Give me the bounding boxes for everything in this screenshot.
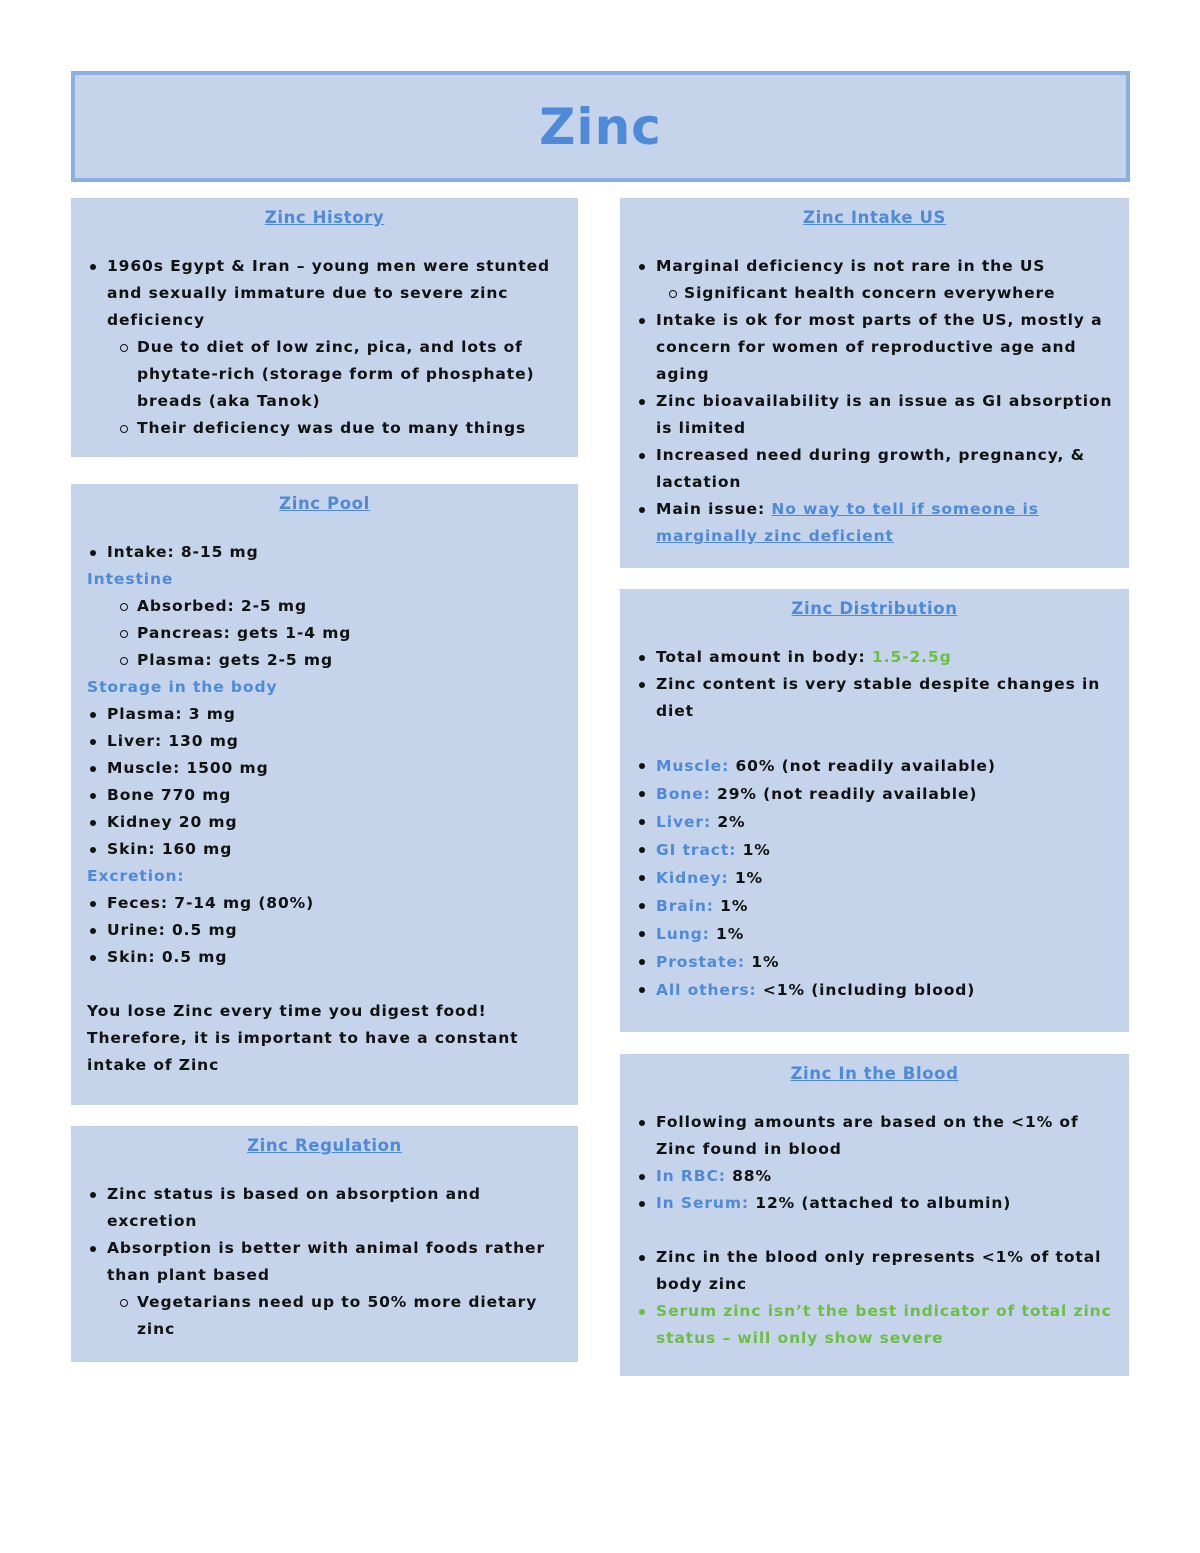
list-item: Their deficiency was due to many things: [87, 415, 562, 442]
page-title: Zinc: [539, 97, 662, 156]
list-item: 1960s Egypt & Iran – young men were stunted and sexually immature due to severe zinc deficiency: [87, 253, 562, 334]
list-item: [636, 1163, 1113, 1190]
spacer: [636, 1217, 1113, 1244]
zinc-intake-us-card: [620, 198, 1129, 568]
organ-value: 60% (not readily available): [729, 757, 996, 775]
zinc-distribution-list: [636, 644, 1113, 725]
excretion-list: [87, 890, 562, 971]
list-item: [636, 644, 1113, 671]
list-item: [636, 780, 1113, 808]
serum-label: In Serum:: [656, 1194, 750, 1212]
list-item: Plasma: gets 2-5 mg: [87, 647, 562, 674]
list-item: Absorption is better with animal foods rather than plant based: [87, 1235, 562, 1289]
list-item: Muscle: 1500 mg: [87, 755, 562, 782]
zinc-regulation-card: [71, 1126, 578, 1362]
organ-value: 1%: [744, 953, 780, 971]
organ-value: 1%: [728, 869, 763, 887]
organ-label: Prostate:: [656, 953, 745, 971]
organ-value: 1%: [736, 841, 771, 859]
title-banner: [71, 71, 1130, 182]
list-item: Marginal deficiency is not rare in the US: [636, 253, 1113, 280]
list-item: Kidney 20 mg: [87, 809, 562, 836]
list-item: Serum zinc isn’t the best indicator of total zinc status – will only show severe: [636, 1298, 1113, 1352]
zinc-regulation-list: [87, 1181, 562, 1343]
list-item: [636, 752, 1113, 780]
rbc-label: In RBC:: [656, 1167, 726, 1185]
organ-value: <1% (including blood): [756, 981, 976, 999]
list-item: Following amounts are based on the <1% of Zinc found in blood: [636, 1109, 1113, 1163]
list-item: [636, 836, 1113, 864]
zinc-blood-list: [636, 1109, 1113, 1217]
distribution-items: [636, 752, 1113, 1004]
zinc-blood-card: [620, 1054, 1129, 1376]
intestine-label: Intestine: [87, 570, 174, 588]
total-amount-prefix: Total amount in body:: [656, 648, 872, 666]
organ-value: 2%: [711, 813, 746, 831]
organ-value: 29% (not readily available): [710, 785, 978, 803]
organ-label: Lung:: [656, 925, 710, 943]
excretion-label: Excretion:: [87, 867, 185, 885]
organ-value: 1%: [709, 925, 745, 943]
list-item: Bone 770 mg: [87, 782, 562, 809]
organ-value: 1%: [713, 897, 749, 915]
zinc-pool-heading: Zinc Pool: [279, 494, 370, 513]
zinc-distribution-heading: Zinc Distribution: [791, 599, 958, 618]
organ-label: Bone:: [656, 785, 711, 803]
list-item: Skin: 160 mg: [87, 836, 562, 863]
zinc-history-heading: Zinc History: [264, 208, 385, 227]
list-item: Significant health concern everywhere: [636, 280, 1113, 307]
list-item: Feces: 7-14 mg (80%): [87, 890, 562, 917]
list-item: [636, 976, 1113, 1004]
storage-list: [87, 701, 562, 863]
list-item: [636, 808, 1113, 836]
list-item: Liver: 130 mg: [87, 728, 562, 755]
zinc-blood-heading: Zinc In the Blood: [790, 1064, 959, 1083]
organ-label: Muscle:: [656, 757, 730, 775]
list-item: Urine: 0.5 mg: [87, 917, 562, 944]
list-item: Zinc content is very stable despite changes in diet: [636, 671, 1113, 725]
list-item: Absorbed: 2-5 mg: [87, 593, 562, 620]
list-item: Pancreas: gets 1-4 mg: [87, 620, 562, 647]
list-item: [636, 1190, 1113, 1217]
organ-label: GI tract:: [656, 841, 737, 859]
zinc-history-list: [87, 253, 562, 442]
serum-value: 12% (attached to albumin): [749, 1194, 1012, 1212]
zinc-regulation-heading: Zinc Regulation: [247, 1136, 402, 1155]
zinc-pool-card: [71, 484, 578, 1105]
list-item: Intake is ok for most parts of the US, mostly a concern for women of reproductive age and aging: [636, 307, 1113, 388]
zinc-distribution-card: [620, 589, 1129, 1032]
zinc-pool-note: You lose Zinc every time you digest food! Therefore, it is important to have a constant intake of Zinc: [87, 1002, 519, 1074]
organ-label: All others:: [656, 981, 757, 999]
rbc-value: 88%: [725, 1167, 772, 1185]
list-item: Zinc status is based on absorption and excretion: [87, 1181, 562, 1235]
list-item: Zinc bioavailability is an issue as GI absorption is limited: [636, 388, 1113, 442]
zinc-history-card: [71, 198, 578, 457]
organ-label: Brain:: [656, 897, 714, 915]
list-item: Skin: 0.5 mg: [87, 944, 562, 971]
organ-label: Kidney:: [656, 869, 729, 887]
list-item: [636, 892, 1113, 920]
intestine-list: [87, 593, 562, 674]
list-item: [636, 920, 1113, 948]
main-issue-prefix: Main issue:: [656, 500, 772, 518]
spacer: [636, 725, 1113, 752]
list-item: Zinc in the blood only represents <1% of total body zinc: [636, 1244, 1113, 1298]
list-item: Increased need during growth, pregnancy, & lactation: [636, 442, 1113, 496]
list-item: Due to diet of low zinc, pica, and lots of phytate-rich (storage form of phosphate) breads (aka Tanok): [87, 334, 562, 415]
list-item: [636, 948, 1113, 976]
list-item: Vegetarians need up to 50% more dietary zinc: [87, 1289, 562, 1343]
organ-label: Liver:: [656, 813, 712, 831]
storage-label: Storage in the body: [87, 678, 278, 696]
total-amount-value: 1.5-2.5g: [871, 648, 952, 666]
main-issue-link[interactable]: No way to tell if someone is marginally zinc deficient: [656, 500, 1039, 545]
zinc-intake-us-heading: Zinc Intake US: [803, 208, 946, 227]
list-item: [636, 864, 1113, 892]
zinc-pool-list: [87, 539, 562, 566]
list-item: Intake: 8-15 mg: [87, 539, 562, 566]
list-item: [636, 496, 1113, 550]
zinc-blood-notes: [636, 1244, 1113, 1352]
list-item: Plasma: 3 mg: [87, 701, 562, 728]
zinc-intake-us-list: [636, 253, 1113, 550]
